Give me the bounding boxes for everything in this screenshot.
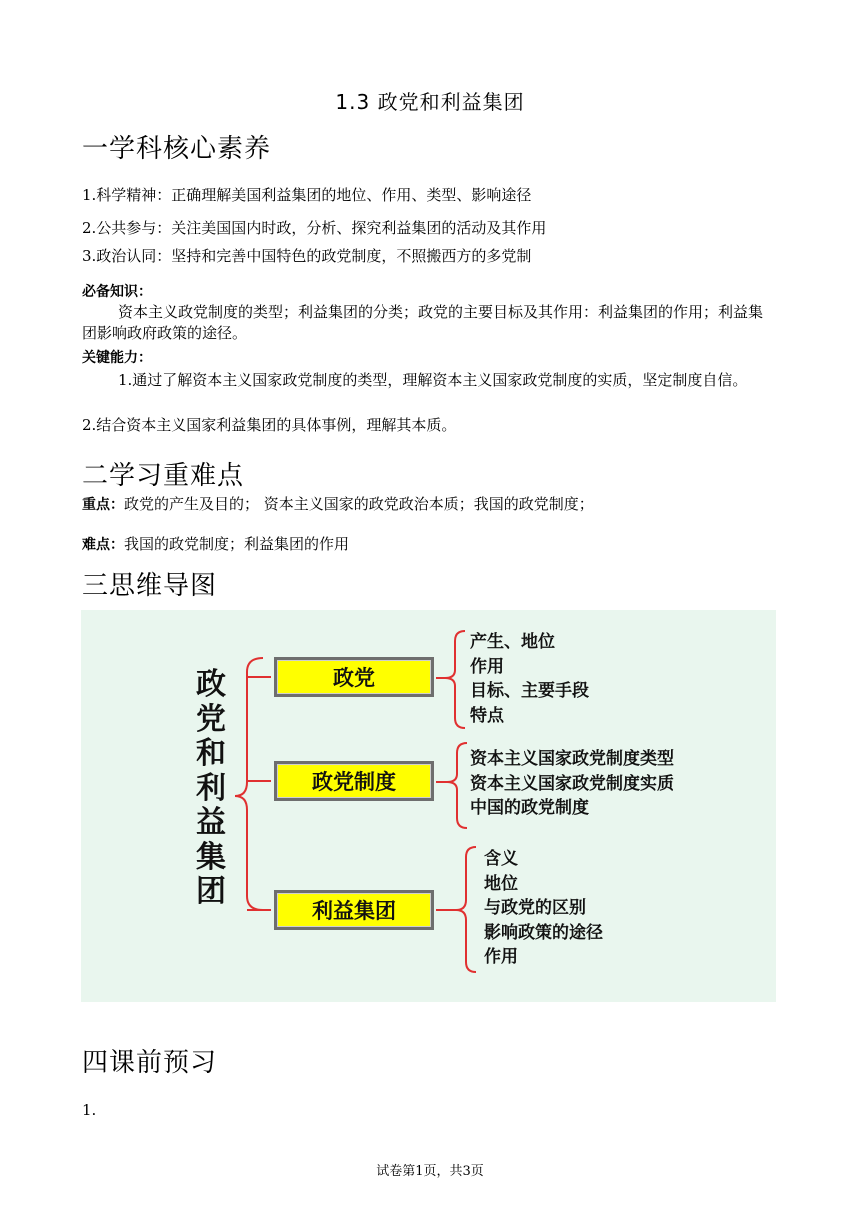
branch-box-party: 政党: [274, 657, 434, 697]
branch-box-interest-group: 利益集团: [274, 890, 434, 930]
branch-items-interest-group: [484, 847, 603, 970]
list-item: 作用: [470, 656, 504, 677]
difficult-point-label: 难点：: [82, 537, 124, 553]
branch-box-party-system: 政党制度: [274, 761, 434, 801]
main-bracket: [235, 658, 263, 910]
branch-items-party: [470, 630, 589, 728]
branch-items-party-system: [470, 747, 674, 821]
branch-bracket-3: [456, 847, 476, 972]
branch-bracket-1: [445, 631, 465, 728]
key-point-text: 政党的产生及目的； 资本主义国家的政党政治本质；我国的政党制度；: [124, 495, 594, 513]
section-heading-preview: 四课前预习: [82, 1048, 218, 1078]
page-title: 1.3 政党和利益集团: [335, 90, 525, 114]
ability-item-2: 2.结合资本主义国家利益集团的具体事例，理解其本质。: [82, 416, 457, 434]
page-footer: 试卷第1页，共3页: [376, 1164, 484, 1179]
list-item: 作用: [484, 947, 518, 967]
key-point-label: 重点：: [82, 497, 124, 513]
list-item: 目标、主要手段: [470, 681, 589, 701]
list-item: 与政党的区别: [484, 898, 586, 918]
branch-bracket-2: [447, 743, 467, 828]
mind-map: [81, 610, 776, 1002]
difficult-point-text: 我国的政党制度；利益集团的作用: [124, 535, 350, 553]
preview-item-1: 1.: [82, 1101, 97, 1119]
list-item: 资本主义国家政党制度类型: [470, 749, 674, 769]
section-heading-mindmap: 三思维导图: [82, 571, 218, 601]
mind-map-main-title: 政 党 和 利 益 集 团: [196, 667, 226, 909]
list-item: 产生、地位: [470, 632, 555, 652]
list-item: 资本主义国家政党制度实质: [470, 773, 674, 794]
literacy-item-1: 1.科学精神：正确理解美国利益集团的地位、作用、类型、影响途径: [82, 186, 532, 204]
knowledge-text: 资本主义政党制度的类型；利益集团的分类；政党的主要目标及其作用：利益集团的作用；利益集团影响政府政策的途径。: [82, 303, 764, 342]
list-item: 中国的政党制度: [470, 798, 589, 818]
literacy-item-2: 2.公共参与：关注美国国内时政，分析、探究利益集团的活动及其作用: [82, 219, 547, 237]
list-item: 影响政策的途径: [484, 922, 603, 943]
section-heading-focus: 二学习重难点: [82, 461, 245, 491]
key-point-line: [82, 494, 594, 516]
list-item: 特点: [470, 705, 504, 726]
ability-item-1: 1.通过了解资本主义国家政党制度的类型，理解资本主义国家政党制度的实质，坚定制度自信。: [118, 371, 748, 389]
knowledge-label: 必备知识：: [82, 284, 152, 300]
list-item: 含义: [484, 849, 518, 869]
list-item: 地位: [484, 873, 518, 894]
difficult-point-line: [82, 534, 349, 556]
ability-label: 关键能力：: [82, 350, 152, 366]
literacy-item-3: 3.政治认同：坚持和完善中国特色的政党制度，不照搬西方的多党制: [82, 247, 532, 265]
section-heading-literacy: 一学科核心素养: [82, 134, 272, 164]
